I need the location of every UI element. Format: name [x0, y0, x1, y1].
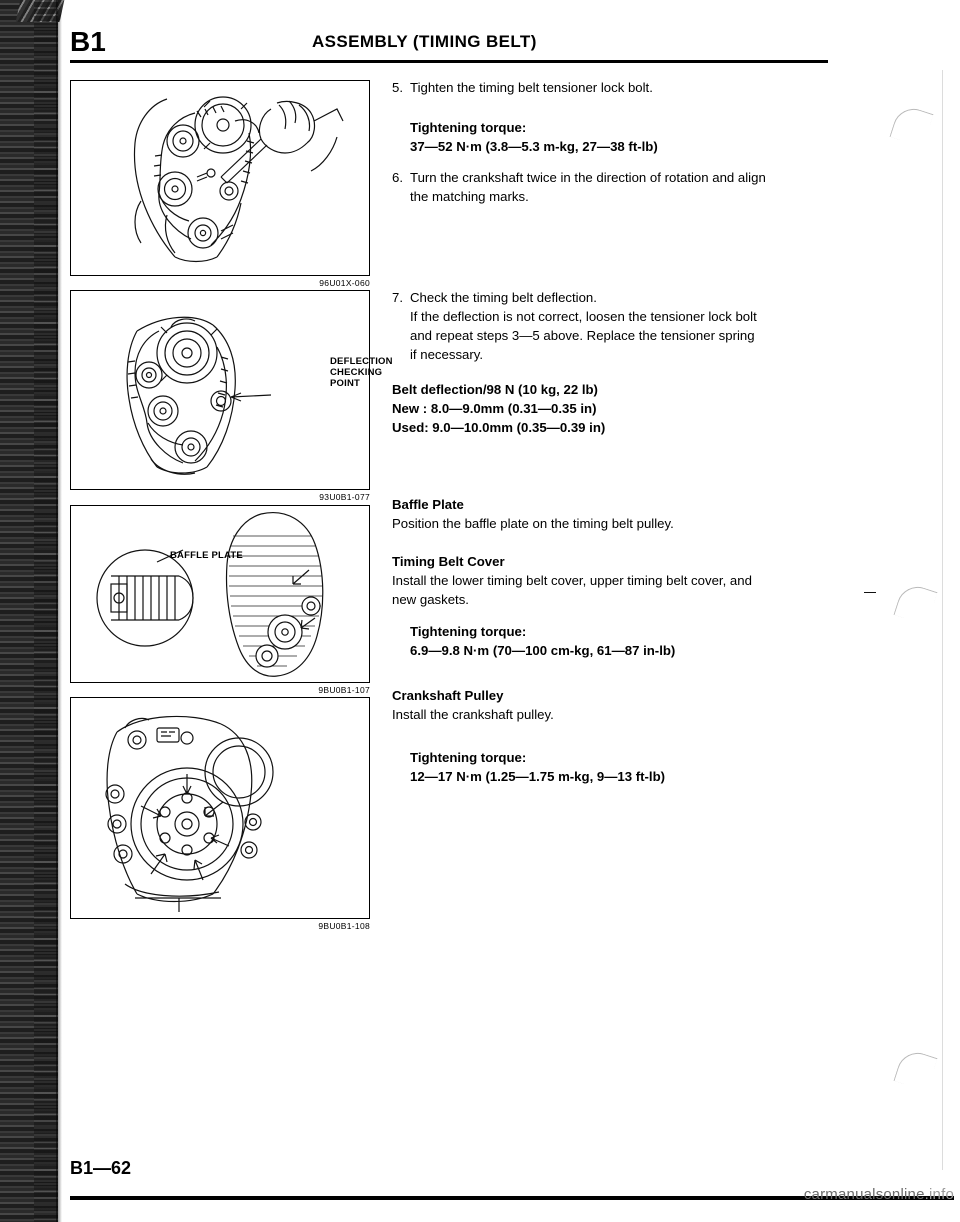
step-5 [392, 78, 832, 97]
page-curl-mark [889, 103, 933, 147]
cover-line1: Install the lower timing belt cover, upper timing belt cover, and [392, 573, 752, 588]
figure-label-baffle-plate: BAFFLE PLATE [170, 550, 243, 561]
figure-label-line1: DEFLECTION [330, 356, 393, 367]
step-7-line4: if necessary. [410, 347, 484, 362]
margin-dash-mark [864, 592, 876, 593]
watermark-text: carmanualsonline [803, 1186, 925, 1203]
watermark [804, 1186, 954, 1203]
torque-2-heading: Tightening torque: [410, 624, 527, 639]
torque-1-value: 37—52 N·m (3.8—5.3 m-kg, 27—38 ft-lb) [410, 139, 658, 154]
watermark-suffix: .info [924, 1186, 954, 1203]
figure-tensioner-lock-bolt [70, 80, 370, 276]
step-6-line1: Turn the crankshaft twice in the direction of rotation and align [410, 170, 766, 185]
deflection-heading: Belt deflection/98 N (10 kg, 22 lb) [392, 382, 598, 397]
figure-caption: 9BU0B1-108 [318, 921, 370, 931]
header-divider [70, 60, 828, 63]
crank-pulley-text: Install the crankshaft pulley. [392, 707, 554, 722]
timing-belt-cover-section [392, 552, 847, 609]
torque-3-value: 12—17 N·m (1.25—1.75 m-kg, 9—13 ft-lb) [410, 769, 666, 784]
tightening-torque-3 [410, 748, 865, 786]
crankshaft-pulley-section [392, 686, 832, 724]
scan-artifact-strip [0, 0, 58, 1222]
figure-crankshaft-pulley [70, 697, 370, 919]
figure-caption: 96U01X-060 [319, 278, 370, 288]
belt-deflection-spec [392, 380, 847, 437]
step-6 [392, 168, 842, 206]
torque-3-heading: Tightening torque: [410, 750, 527, 765]
figure-caption: 93U0B1-077 [319, 492, 370, 502]
step-5-text: Tighten the timing belt tensioner lock bolt. [410, 80, 653, 95]
crank-pulley-heading: Crankshaft Pulley [392, 688, 504, 703]
torque-1-heading: Tightening torque: [410, 120, 527, 135]
figure-deflection-checking-point [70, 290, 370, 490]
torque-2-value: 6.9—9.8 N·m (70—100 cm-kg, 61—87 in-lb) [410, 643, 676, 658]
figure-baffle-plate [70, 505, 370, 683]
step-7-line2: If the deflection is not correct, loosen the tensioner lock bolt [410, 309, 757, 324]
figure-label-deflection-checking-point [330, 356, 393, 389]
page-header-code: B1 [70, 26, 106, 57]
step-7-line1: Check the timing belt deflection. [410, 290, 597, 305]
deflection-used: Used: 9.0—10.0mm (0.35—0.39 in) [392, 420, 606, 435]
baffle-plate-section [392, 495, 832, 533]
step-7-number: 7. [392, 290, 403, 305]
baffle-heading: Baffle Plate [392, 497, 464, 512]
baffle-text: Position the baffle plate on the timing belt pulley. [392, 516, 674, 531]
cover-line2: new gaskets. [392, 592, 469, 607]
step-6-line2: the matching marks. [410, 189, 529, 204]
figure-caption: 9BU0B1-107 [318, 685, 370, 695]
deflection-new: New : 8.0—9.0mm (0.31—0.35 in) [392, 401, 597, 416]
page-curl-mark [893, 1047, 937, 1091]
document-page [62, 0, 960, 1222]
figure-label-line3: POINT [330, 378, 361, 389]
tightening-torque-2 [410, 622, 865, 660]
page-header-title: ASSEMBLY (TIMING BELT) [312, 32, 537, 51]
right-margin-line [942, 70, 943, 1170]
page-curl-mark [893, 581, 937, 625]
tightening-torque-1 [410, 118, 850, 156]
step-5-number: 5. [392, 80, 403, 95]
figure-label-line2: CHECKING [330, 367, 383, 378]
page-number: B1—62 [70, 1158, 132, 1178]
step-7 [392, 288, 847, 364]
step-7-line3: and repeat steps 3—5 above. Replace the tensioner spring [410, 328, 755, 343]
cover-heading: Timing Belt Cover [392, 554, 505, 569]
step-6-number: 6. [392, 170, 403, 185]
